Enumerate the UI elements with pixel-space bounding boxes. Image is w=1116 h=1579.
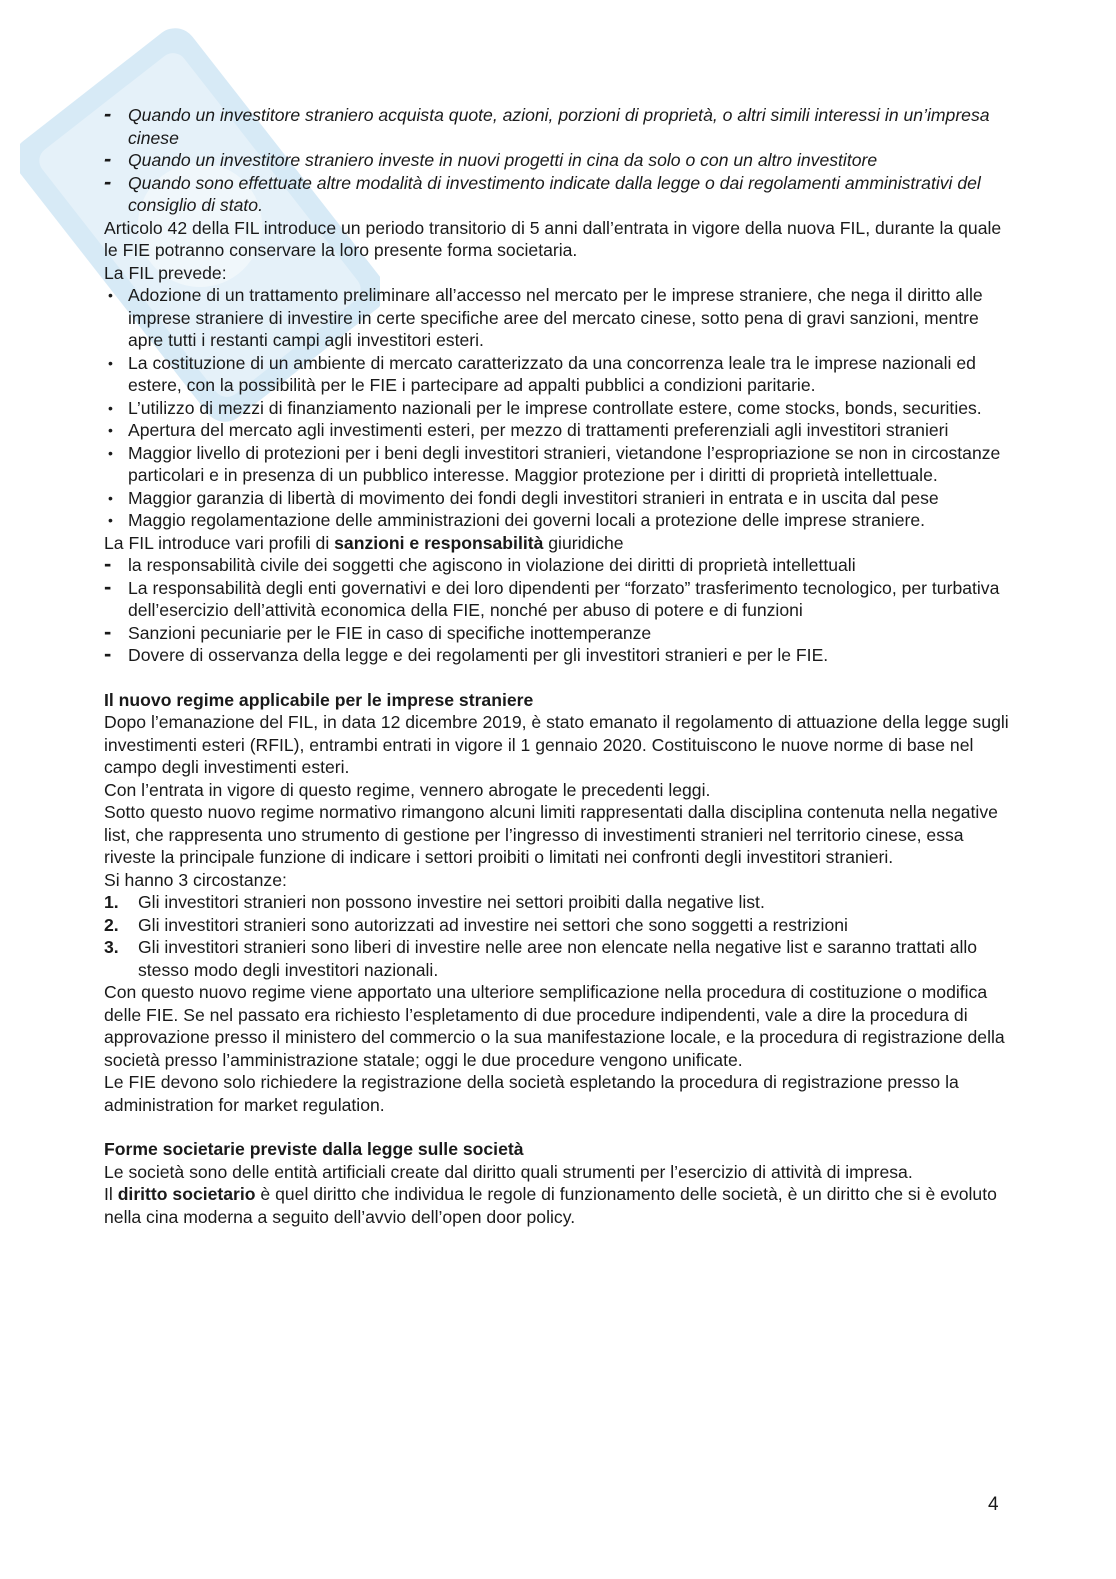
paragraph-sanzioni-intro	[104, 532, 1014, 555]
paragraph: Le FIE devono solo richiedere la registrazione della società espletando la procedura di registrazione presso la administration for market regulation.	[104, 1072, 959, 1115]
investment-cases-list	[104, 104, 1014, 217]
list-item: • Maggior livello di protezioni per i beni degli investitori stranieri, vietandone l’espropriazione se non in circostanze particolari e in presenza di un pubblico interesse. Maggior protezione per i diritti di proprietà intellettuale.	[104, 442, 1014, 487]
list-text: Gli investitori stranieri non possono investire nei settori proibiti dalla negative list.	[138, 892, 765, 912]
list-item	[104, 891, 1014, 914]
list-item	[104, 914, 1014, 937]
list-item: • Maggior garanzia di libertà di movimento dei fondi degli investitori stranieri in entrata e in uscita dal pese	[104, 487, 1014, 510]
text-run: Il	[104, 1184, 118, 1204]
document-page	[104, 104, 1014, 1228]
paragraph: Dopo l’emanazione del FIL, in data 12 dicembre 2019, è stato emanato il regolamento di attuazione della legge sugli investimenti esteri (RFIL), entrambi entrati in vigore il 1 gennaio 2020. Costituiscono le nuove norme di base nel campo degli investimenti esteri.	[104, 712, 1009, 777]
text-run: giuridiche	[543, 532, 624, 553]
bold-term: sanzioni e responsabilità	[334, 532, 544, 553]
list-number: 3.	[104, 937, 119, 957]
list-number: 1.	[104, 892, 119, 912]
paragraph: Le società sono delle entità artificiali create dal diritto quali strumenti per l’esercizio di attività di impresa.	[104, 1161, 913, 1182]
list-item: - Quando un investitore straniero investe in nuovi progetti in cina da solo o con un altro investitore	[104, 149, 1014, 172]
list-item: • L’utilizzo di mezzi di finanziamento nazionali per le imprese controllate estere, come stocks, bonds, securities.	[104, 397, 1014, 420]
page-number: 4	[988, 1494, 999, 1515]
section-heading-regime: Il nuovo regime applicabile per le imprese straniere	[104, 689, 534, 710]
text-run: è quel diritto che individua le regole di funzionamento delle società, è un diritto che si è evoluto nella cina moderna a seguito dell’avvio dell’open door policy.	[104, 1184, 997, 1227]
list-number: 2.	[104, 914, 119, 935]
paragraph-fil-prevede: La FIL prevede:	[104, 262, 227, 283]
paragraph: Si hanno 3 circostanze:	[104, 869, 287, 890]
paragraph-articolo-42: Articolo 42 della FIL introduce un periodo transitorio di 5 anni dall’entrata in vigore della nuova FIL, durante la quale le FIE potranno conservare la loro presente forma societaria.	[104, 217, 1002, 260]
list-item: - la responsabilità civile dei soggetti che agiscono in violazione dei diritti di proprietà intellettuali	[104, 554, 1014, 577]
fil-provisions-list	[104, 284, 1014, 532]
list-item: • Maggio regolamentazione delle amministrazioni dei governi locali a protezione delle imprese straniere.	[104, 509, 1014, 532]
paragraph: Con questo nuovo regime viene apportato una ulteriore semplificazione nella procedura di costituzione o modifica delle FIE. Se nel passato era richiesto l’espletamento di due procedure indipendenti, vale a dire la procedura di approvazione presso il ministero del commercio o la sua manifestazione locale, e la procedura di registrazione della società presso l’amministrazione statale; oggi le due procedure vengono unificate.	[104, 982, 1005, 1070]
paragraph: Sotto questo nuovo regime normativo rimangono alcuni limiti rappresentati dalla disciplina contenuta nella negative list, che rappresenta uno strumento di gestione per l’ingresso di investimenti stranieri nel territorio cinese, essa riveste la principale funzione di indicare i settori proibiti o limitati nei confronti degli investitori stranieri.	[104, 802, 998, 867]
text-run: La FIL introduce vari profili di	[104, 532, 335, 553]
list-item: - Quando un investitore straniero acquista quote, azioni, porzioni di proprietà, o altri simili interessi in un’impresa cinese	[104, 104, 1014, 149]
list-item: • La costituzione di un ambiente di mercato caratterizzato da una concorrenza leale tra le imprese nazionali ed estere, con la possibilità per le FIE i partecipare ad appalti pubblici a condizioni paritarie.	[104, 352, 1014, 397]
bold-term: diritto societario	[117, 1184, 256, 1204]
list-item: • Adozione di un trattamento preliminare all’accesso nel mercato per le imprese straniere, che nega il diritto alle imprese straniere di investire in certe specifiche aree del mercato cinese, sotto pena di gravi sanzioni, mentre apre tutti i restanti campi agli investitori esteri.	[104, 284, 1014, 352]
list-text: Gli investitori stranieri sono liberi di investire nelle aree non elencate nella negative list e saranno trattati allo stesso modo degli investitori nazionali.	[138, 937, 978, 980]
paragraph-diritto-societario	[104, 1183, 1014, 1228]
section-heading-forme: Forme societarie previste dalla legge sulle società	[104, 1139, 524, 1159]
list-item: • Apertura del mercato agli investimenti esteri, per mezzo di trattamenti preferenziali agli investitori stranieri	[104, 419, 1014, 442]
list-text: Gli investitori stranieri sono autorizzati ad investire nei settori che sono soggetti a restrizioni	[138, 914, 848, 935]
list-item: - Sanzioni pecuniarie per le FIE in caso di specifiche inottemperanze	[104, 622, 1014, 645]
paragraph: Con l’entrata in vigore di questo regime, vennero abrogate le precedenti leggi.	[104, 779, 711, 800]
list-item: - Dovere di osservanza della legge e dei regolamenti per gli investitori stranieri e per le FIE.	[104, 644, 1014, 667]
list-item: - Quando sono effettuate altre modalità di investimento indicate dalla legge o dai regolamenti amministrativi del consiglio di stato.	[104, 172, 1014, 217]
list-item: - La responsabilità degli enti governativi e dei loro dipendenti per “forzato” trasferimento tecnologico, per turbativa dell’esercizio dell’attività economica della FIE, nonché per abuso di potere e di funzioni	[104, 577, 1014, 622]
sanzioni-list	[104, 554, 1014, 667]
circostanze-list	[104, 891, 1014, 981]
list-item	[104, 936, 1014, 981]
